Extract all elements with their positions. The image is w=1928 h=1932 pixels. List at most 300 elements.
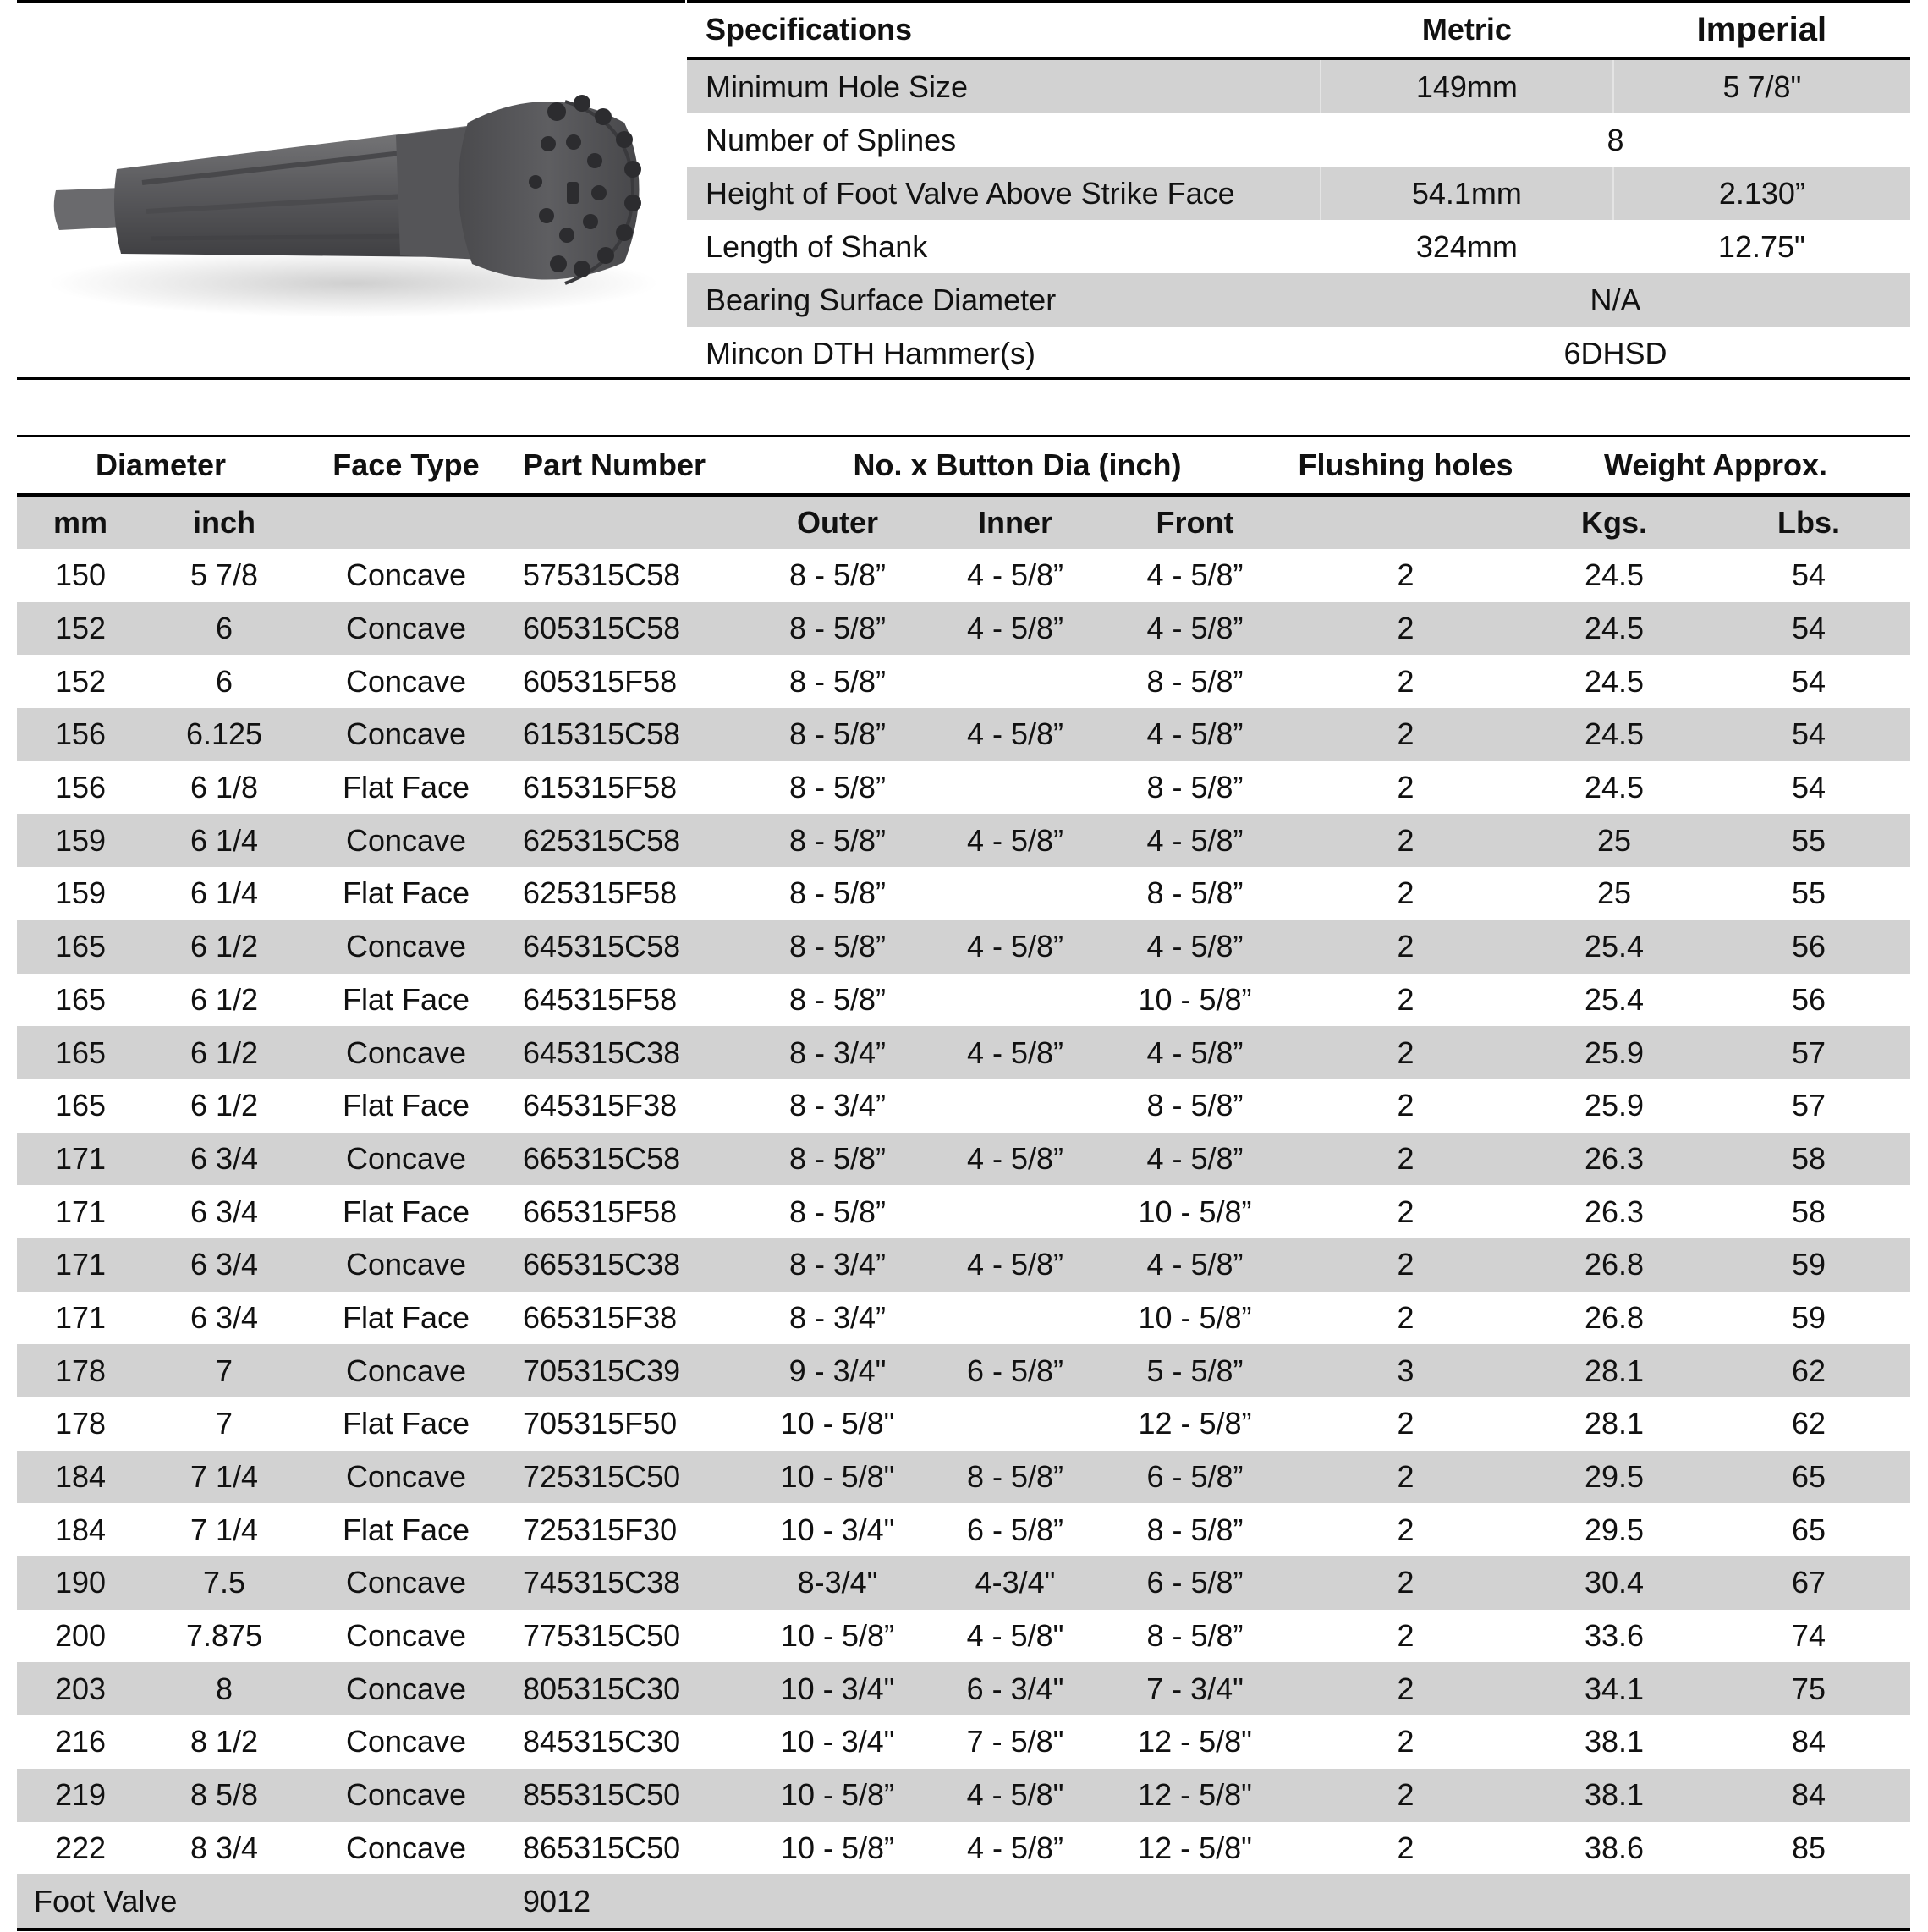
diameter-mm: 171	[54, 1194, 107, 1229]
part-number: 705315F50	[523, 1406, 678, 1441]
flushing-holes: 2	[1397, 1299, 1414, 1335]
button-front: 8 - 5/8”	[1146, 875, 1244, 911]
diameter-inch: 6 3/4	[144, 1238, 305, 1292]
button-outer: 10 - 5/8”	[744, 1769, 931, 1822]
button-inner: 4 - 5/8”	[931, 814, 1100, 867]
weight-kgs: 24.5	[1584, 663, 1645, 699]
face-type: Flat Face	[342, 770, 470, 805]
diameter-mm: 184	[54, 1512, 107, 1547]
dth-drill-bit-icon	[41, 42, 658, 321]
button-inner: 4 - 5/8”	[931, 1026, 1100, 1079]
diameter-mm: 171	[17, 1133, 144, 1186]
weight-lbs: 65	[1707, 1451, 1910, 1504]
button-front: 8 - 5/8”	[1146, 1512, 1244, 1547]
button-inner: 4 - 5/8”	[966, 1830, 1064, 1865]
weight-kgs: 28.1	[1521, 1344, 1707, 1397]
button-inner: 8 - 5/8”	[931, 1451, 1100, 1504]
subheader-face-type	[305, 495, 508, 549]
button-inner	[931, 1292, 1100, 1345]
diameter-mm: 159	[17, 814, 144, 867]
button-inner: 4 - 5/8”	[931, 602, 1100, 656]
spec-row	[687, 113, 1910, 167]
flushing-holes: 2	[1397, 1512, 1414, 1547]
button-outer: 8 - 3/4”	[788, 1299, 887, 1335]
part-number: 845315C30	[523, 1724, 681, 1759]
button-outer: 10 - 3/4"	[780, 1512, 895, 1547]
weight-lbs: 54	[1707, 708, 1910, 761]
button-inner	[931, 974, 1100, 1027]
diameter-mm: 152	[54, 663, 107, 699]
flushing-holes: 2	[1290, 1769, 1521, 1822]
spec-label: Height of Foot Valve Above Strike Face	[687, 167, 1321, 220]
button-outer: 8-3/4"	[744, 1556, 931, 1610]
button-front: 4 - 5/8”	[1100, 1238, 1290, 1292]
weight-kgs: 38.1	[1584, 1724, 1645, 1759]
part-number: 865315C50	[523, 1830, 681, 1865]
diameter-mm: 165	[17, 1026, 144, 1079]
weight-lbs: 74	[1791, 1618, 1826, 1654]
part-number: 625315C58	[508, 814, 744, 867]
face-type: Flat Face	[342, 1194, 470, 1229]
specifications-section	[17, 0, 1910, 382]
flushing-holes: 2	[1397, 557, 1414, 593]
table-row	[17, 1662, 1910, 1715]
weight-lbs: 62	[1707, 1344, 1910, 1397]
part-number: 745315C38	[508, 1556, 744, 1610]
spec-row	[687, 220, 1910, 273]
weight-kgs: 29.5	[1521, 1451, 1707, 1504]
part-number: 645315F38	[523, 1088, 678, 1123]
table-row	[17, 708, 1910, 761]
weight-lbs: 55	[1791, 875, 1826, 911]
button-outer: 8 - 3/4”	[788, 1088, 887, 1123]
button-outer: 10 - 5/8"	[744, 1451, 931, 1504]
diameter-inch: 7 1/4	[144, 1451, 305, 1504]
button-outer: 10 - 3/4"	[780, 1724, 895, 1759]
top-rule-left	[17, 0, 685, 3]
diameter-mm: 178	[54, 1406, 107, 1441]
part-number: 645315F58	[523, 981, 678, 1017]
flushing-holes: 2	[1397, 663, 1414, 699]
spec-row	[687, 58, 1910, 113]
face-type: Concave	[345, 1618, 467, 1654]
face-type: Concave	[345, 1724, 467, 1759]
header-diameter: Diameter	[17, 436, 305, 496]
table-row	[17, 1715, 1910, 1769]
diameter-inch: 6.125	[144, 708, 305, 761]
table-row	[17, 920, 1910, 974]
table-row	[17, 1822, 1910, 1875]
button-outer: 8 - 5/8”	[744, 708, 931, 761]
button-front: 7 - 3/4"	[1100, 1662, 1290, 1715]
diameter-inch: 7	[215, 1406, 233, 1441]
part-number: 625315F58	[523, 875, 678, 911]
flushing-holes: 3	[1290, 1344, 1521, 1397]
button-front: 12 - 5/8"	[1138, 1830, 1252, 1865]
button-outer: 8 - 5/8”	[744, 602, 931, 656]
flushing-holes: 2	[1397, 1724, 1414, 1759]
flushing-holes: 2	[1397, 1406, 1414, 1441]
button-outer: 8 - 5/8”	[788, 770, 887, 805]
button-front: 10 - 5/8”	[1138, 1299, 1252, 1335]
button-inner: 7 - 5/8"	[966, 1724, 1064, 1759]
foot-valve-empty	[744, 1874, 1910, 1929]
table-row	[17, 1079, 1910, 1133]
subheader-flushing	[1290, 495, 1521, 549]
button-front: 6 - 5/8”	[1100, 1451, 1290, 1504]
spec-imperial: 2.130”	[1613, 167, 1910, 220]
weight-kgs: 38.1	[1521, 1769, 1707, 1822]
weight-lbs: 56	[1791, 981, 1826, 1017]
weight-lbs: 58	[1791, 1194, 1826, 1229]
flushing-holes: 2	[1397, 981, 1414, 1017]
weight-kgs: 28.1	[1584, 1406, 1645, 1441]
button-outer: 8 - 5/8”	[744, 1133, 931, 1186]
button-outer: 9 - 3/4"	[744, 1344, 931, 1397]
weight-kgs: 30.4	[1521, 1556, 1707, 1610]
diameter-inch: 6 1/8	[190, 770, 259, 805]
diameter-inch: 7	[144, 1344, 305, 1397]
diameter-mm: 216	[54, 1724, 107, 1759]
spec-imperial: 12.75"	[1717, 228, 1805, 264]
table-row	[17, 1556, 1910, 1610]
flushing-holes: 2	[1290, 1133, 1521, 1186]
face-type: Concave	[305, 1556, 508, 1610]
subheader-kgs: Kgs.	[1521, 495, 1707, 549]
diameter-mm: 159	[54, 875, 107, 911]
header-weight: Weight Approx.	[1521, 436, 1910, 496]
diameter-mm: 178	[17, 1344, 144, 1397]
weight-lbs: 84	[1707, 1769, 1910, 1822]
diameter-inch: 6 3/4	[190, 1299, 259, 1335]
face-type: Flat Face	[342, 981, 470, 1017]
weight-lbs: 54	[1791, 557, 1826, 593]
diameter-mm: 171	[17, 1238, 144, 1292]
flushing-holes: 2	[1290, 1026, 1521, 1079]
diameter-inch: 6 1/2	[144, 920, 305, 974]
weight-lbs: 55	[1707, 814, 1910, 867]
weight-kgs: 29.5	[1584, 1512, 1645, 1547]
flushing-holes: 2	[1290, 708, 1521, 761]
button-inner	[931, 1079, 1100, 1133]
drill-bits-rows	[17, 549, 1910, 1874]
button-outer: 8 - 5/8”	[788, 981, 887, 1017]
button-inner: 6 - 5/8”	[966, 1512, 1064, 1547]
table-row	[17, 1344, 1910, 1397]
diameter-mm: 165	[54, 981, 107, 1017]
diameter-mm: 190	[17, 1556, 144, 1610]
spec-label: Mincon DTH Hammer(s)	[706, 335, 1036, 370]
spec-metric: 54.1mm	[1321, 167, 1613, 220]
flushing-holes: 2	[1290, 1556, 1521, 1610]
spec-label: Length of Shank	[706, 228, 928, 264]
button-inner: 4 - 5/8”	[931, 920, 1100, 974]
face-type: Concave	[305, 708, 508, 761]
weight-kgs: 25	[1521, 814, 1707, 867]
subheader-part-number	[508, 495, 744, 549]
face-type: Concave	[305, 1026, 508, 1079]
spec-row	[687, 273, 1910, 327]
button-outer: 8 - 5/8”	[744, 920, 931, 974]
button-front: 10 - 5/8”	[1138, 981, 1252, 1017]
part-number: 605315C58	[508, 602, 744, 656]
diameter-mm: 184	[17, 1451, 144, 1504]
button-outer: 10 - 5/8”	[780, 1618, 895, 1654]
table-row	[17, 1610, 1910, 1663]
diameter-mm: 152	[17, 602, 144, 656]
part-number: 775315C50	[523, 1618, 681, 1654]
weight-kgs: 26.3	[1521, 1133, 1707, 1186]
face-type: Concave	[305, 814, 508, 867]
face-type: Flat Face	[342, 1406, 470, 1441]
face-type: Concave	[345, 557, 467, 593]
button-inner	[931, 1397, 1100, 1451]
flushing-holes: 2	[1290, 602, 1521, 656]
diameter-inch: 7 1/4	[190, 1512, 259, 1547]
part-number: 705315C39	[508, 1344, 744, 1397]
flushing-holes: 2	[1290, 1451, 1521, 1504]
weight-kgs: 26.8	[1584, 1299, 1645, 1335]
part-number: 725315F30	[523, 1512, 678, 1547]
table-row	[17, 655, 1910, 708]
flushing-holes: 2	[1397, 1830, 1414, 1865]
face-type: Concave	[305, 1133, 508, 1186]
diameter-inch: 7.875	[185, 1618, 263, 1654]
button-front: 4 - 5/8”	[1100, 920, 1290, 974]
diameter-inch: 6 3/4	[190, 1194, 259, 1229]
spec-label: Bearing Surface Diameter	[687, 273, 1321, 327]
spec-header-label: Specifications	[706, 12, 913, 47]
weight-kgs: 24.5	[1521, 602, 1707, 656]
weight-kgs: 25.9	[1584, 1088, 1645, 1123]
weight-lbs: 75	[1707, 1662, 1910, 1715]
face-type: Concave	[305, 1662, 508, 1715]
button-inner: 4-3/4"	[931, 1556, 1100, 1610]
weight-lbs: 54	[1791, 663, 1826, 699]
flushing-holes: 2	[1290, 1238, 1521, 1292]
weight-lbs: 59	[1707, 1238, 1910, 1292]
table-row	[17, 1026, 1910, 1079]
face-type: Flat Face	[342, 875, 470, 911]
diameter-mm: 156	[54, 770, 107, 805]
part-number: 615315C58	[508, 708, 744, 761]
face-type: Concave	[305, 602, 508, 656]
button-front: 4 - 5/8”	[1100, 708, 1290, 761]
button-inner: 6 - 3/4"	[931, 1662, 1100, 1715]
diameter-inch: 6 1/4	[144, 814, 305, 867]
diameter-inch: 7.5	[144, 1556, 305, 1610]
flushing-holes: 2	[1397, 1618, 1414, 1654]
spec-value: 6DHSD	[1563, 335, 1667, 370]
table-row	[17, 1503, 1910, 1556]
weight-lbs: 57	[1707, 1026, 1910, 1079]
button-front: 4 - 5/8”	[1100, 814, 1290, 867]
diameter-inch: 6 1/2	[190, 981, 259, 1017]
spec-label: Minimum Hole Size	[687, 58, 1321, 113]
button-outer: 8 - 5/8”	[788, 663, 887, 699]
subheader-inner: Inner	[931, 495, 1100, 549]
diameter-inch: 6 1/4	[190, 875, 259, 911]
specifications-table	[687, 3, 1910, 380]
table-row	[17, 867, 1910, 920]
button-front: 8 - 5/8”	[1146, 663, 1244, 699]
button-front: 12 - 5/8"	[1138, 1724, 1252, 1759]
weight-lbs: 56	[1707, 920, 1910, 974]
button-outer: 8 - 5/8”	[788, 557, 887, 593]
diameter-mm: 222	[54, 1830, 107, 1865]
diameter-mm: 156	[17, 708, 144, 761]
subheader-outer: Outer	[744, 495, 931, 549]
face-type: Flat Face	[342, 1088, 470, 1123]
button-outer: 8 - 5/8”	[788, 875, 887, 911]
part-number: 605315F58	[523, 663, 678, 699]
face-type: Concave	[305, 1238, 508, 1292]
table-row	[17, 1185, 1910, 1238]
button-front: 10 - 5/8”	[1138, 1194, 1252, 1229]
spec-header-imperial: Imperial	[1696, 10, 1827, 48]
spec-row	[687, 167, 1910, 220]
diameter-inch: 8	[144, 1662, 305, 1715]
part-number: 855315C50	[508, 1769, 744, 1822]
table-row	[17, 1133, 1910, 1186]
weight-lbs: 54	[1707, 602, 1910, 656]
diameter-inch: 6 3/4	[144, 1133, 305, 1186]
table-row	[17, 1451, 1910, 1504]
table-row	[17, 1769, 1910, 1822]
diameter-mm: 203	[17, 1662, 144, 1715]
weight-kgs: 33.6	[1584, 1618, 1645, 1654]
spec-header-row	[687, 3, 1910, 58]
button-inner	[931, 761, 1100, 815]
diameter-mm: 171	[54, 1299, 107, 1335]
weight-lbs: 85	[1791, 1830, 1826, 1865]
spec-metric: 324mm	[1415, 228, 1518, 264]
button-front: 8 - 5/8”	[1146, 1618, 1244, 1654]
button-front: 12 - 5/8”	[1138, 1406, 1252, 1441]
weight-kgs: 24.5	[1584, 770, 1645, 805]
diameter-inch: 6 1/2	[190, 1088, 259, 1123]
flushing-holes: 2	[1397, 770, 1414, 805]
spec-metric: 149mm	[1321, 58, 1613, 113]
face-type: Concave	[305, 920, 508, 974]
button-outer: 10 - 3/4"	[744, 1662, 931, 1715]
spec-value: N/A	[1321, 273, 1910, 327]
table-row	[17, 814, 1910, 867]
weight-kgs: 24.5	[1521, 708, 1707, 761]
header-part-number: Part Number	[508, 436, 744, 496]
button-front: 8 - 5/8”	[1146, 1088, 1244, 1123]
weight-kgs: 25.4	[1584, 981, 1645, 1017]
table-row	[17, 602, 1910, 656]
button-inner: 4 - 5/8”	[931, 1133, 1100, 1186]
flushing-holes: 2	[1290, 814, 1521, 867]
diameter-mm: 200	[54, 1618, 107, 1654]
button-inner: 4 - 5/8"	[966, 1618, 1064, 1654]
face-type: Concave	[305, 1451, 508, 1504]
part-number: 575315C58	[523, 557, 681, 593]
face-type: Concave	[345, 1830, 467, 1865]
part-number: 665315F58	[523, 1194, 678, 1229]
diameter-inch: 8 5/8	[144, 1769, 305, 1822]
button-outer: 10 - 5/8"	[780, 1406, 895, 1441]
button-inner: 4 - 5/8”	[931, 1238, 1100, 1292]
drill-bits-table	[17, 435, 1910, 1931]
sub-header-row	[17, 495, 1910, 549]
foot-valve-row	[17, 1874, 1910, 1929]
button-outer: 10 - 5/8”	[780, 1830, 895, 1865]
button-outer: 8 - 5/8”	[744, 814, 931, 867]
header-buttons: No. x Button Dia (inch)	[744, 436, 1290, 496]
button-inner: 4 - 5/8"	[931, 1769, 1100, 1822]
weight-kgs: 25	[1596, 875, 1632, 911]
weight-kgs: 24.5	[1584, 557, 1645, 593]
weight-kgs: 38.6	[1584, 1830, 1645, 1865]
part-number: 665315F38	[523, 1299, 678, 1335]
subheader-front: Front	[1100, 495, 1290, 549]
weight-lbs: 62	[1791, 1406, 1826, 1441]
face-type: Concave	[305, 1344, 508, 1397]
weight-lbs: 58	[1707, 1133, 1910, 1186]
table-row	[17, 974, 1910, 1027]
diameter-inch: 6	[215, 663, 233, 699]
group-header-row	[17, 436, 1910, 496]
table-row	[17, 1238, 1910, 1292]
part-number: 725315C50	[508, 1451, 744, 1504]
spec-imperial: 5 7/8"	[1613, 58, 1910, 113]
button-front: 4 - 5/8”	[1100, 602, 1290, 656]
weight-lbs: 84	[1791, 1724, 1826, 1759]
table-row	[17, 1292, 1910, 1345]
spec-label: Number of Splines	[706, 122, 957, 157]
button-outer: 8 - 5/8”	[788, 1194, 887, 1229]
weight-lbs: 65	[1791, 1512, 1826, 1547]
button-front: 6 - 5/8”	[1100, 1556, 1290, 1610]
weight-kgs: 34.1	[1521, 1662, 1707, 1715]
button-front: 4 - 5/8”	[1100, 1026, 1290, 1079]
button-inner: 4 - 5/8”	[931, 708, 1100, 761]
weight-kgs: 26.8	[1521, 1238, 1707, 1292]
button-front: 5 - 5/8”	[1100, 1344, 1290, 1397]
diameter-inch: 6 1/2	[144, 1026, 305, 1079]
button-front: 4 - 5/8”	[1100, 1133, 1290, 1186]
diameter-inch: 6	[144, 602, 305, 656]
subheader-inch: inch	[144, 495, 305, 549]
diameter-mm: 165	[54, 1088, 107, 1123]
diameter-inch: 8 3/4	[190, 1830, 259, 1865]
button-inner	[931, 867, 1100, 920]
diameter-inch: 8 1/2	[190, 1724, 259, 1759]
flushing-holes: 2	[1290, 920, 1521, 974]
subheader-lbs: Lbs.	[1707, 495, 1910, 549]
spec-value: 8	[1607, 122, 1624, 157]
diameter-inch: 5 7/8	[190, 557, 259, 593]
flushing-holes: 2	[1397, 1194, 1414, 1229]
weight-lbs: 67	[1707, 1556, 1910, 1610]
face-type: Flat Face	[342, 1512, 470, 1547]
foot-valve-part-number: 9012	[508, 1874, 744, 1929]
header-flushing: Flushing holes	[1290, 436, 1521, 496]
foot-valve-label: Foot Valve	[17, 1874, 508, 1929]
weight-kgs: 25.9	[1521, 1026, 1707, 1079]
flushing-holes: 2	[1290, 1662, 1521, 1715]
button-front: 8 - 5/8”	[1146, 770, 1244, 805]
part-number: 645315C58	[508, 920, 744, 974]
face-type: Concave	[305, 1769, 508, 1822]
diameter-mm: 150	[54, 557, 107, 593]
header-face-type: Face Type	[305, 436, 508, 496]
part-number: 615315F58	[523, 770, 678, 805]
button-inner: 6 - 5/8”	[931, 1344, 1100, 1397]
